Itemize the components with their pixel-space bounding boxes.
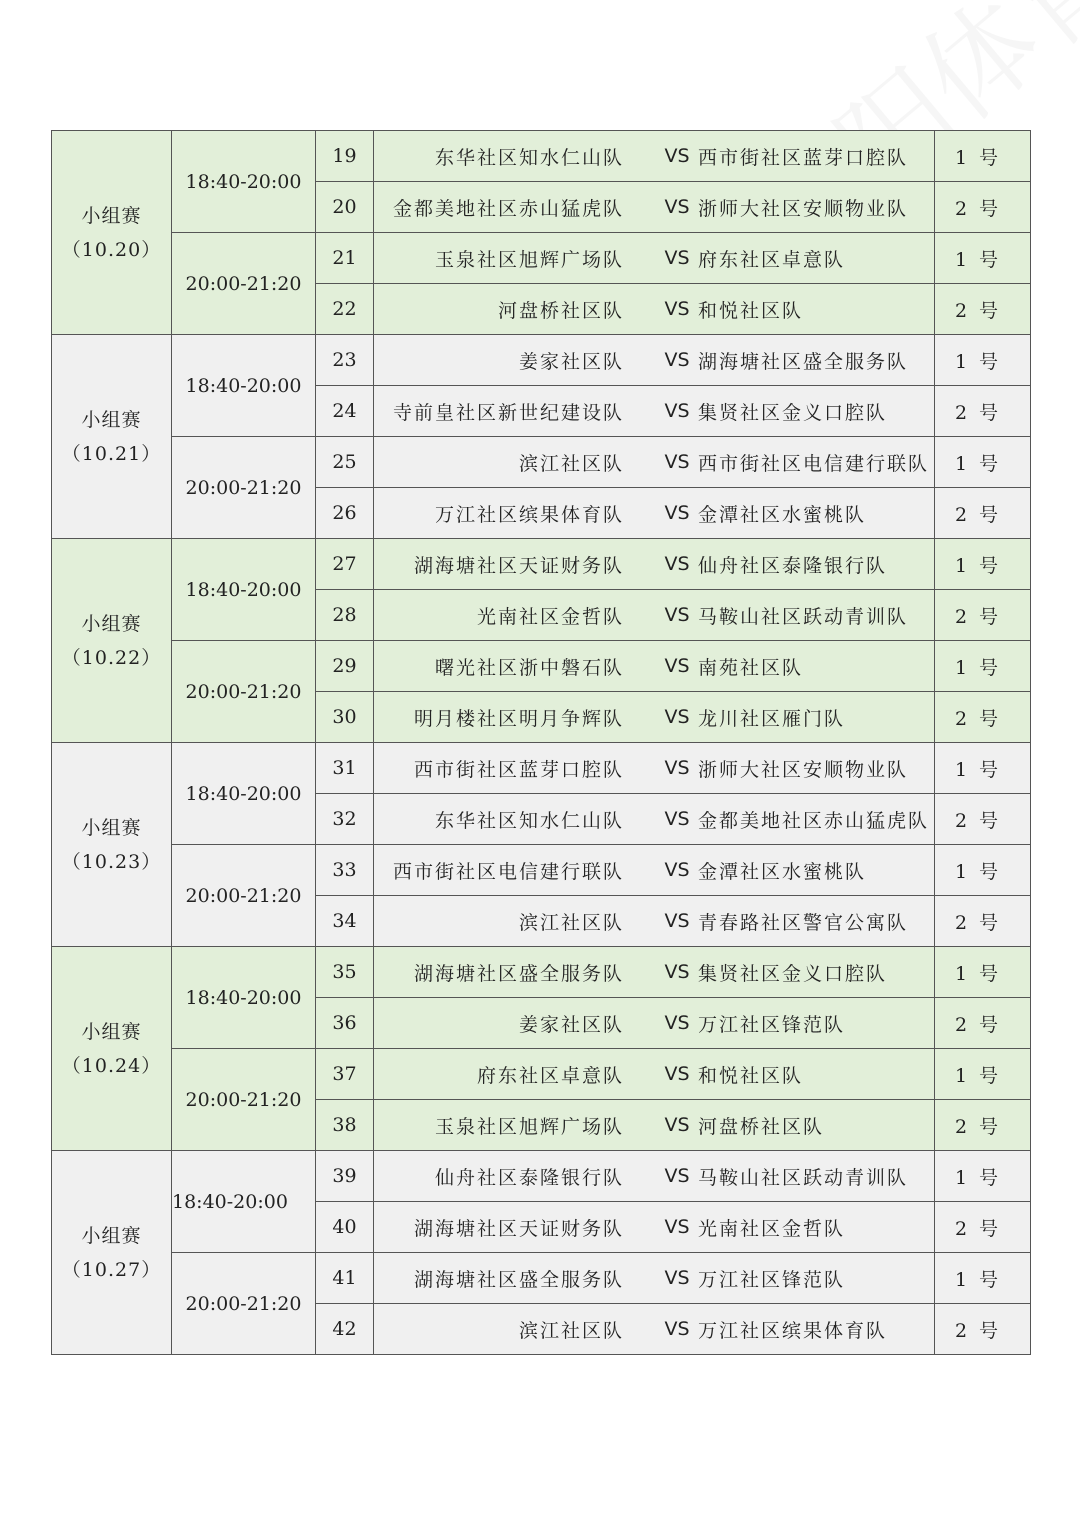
away-team: 河盘桥社区队 — [698, 1115, 825, 1138]
match-number: 38 — [316, 1100, 374, 1151]
away-team: 龙川社区雁门队 — [698, 707, 846, 730]
time-slot: 20:00-21:20 — [172, 233, 316, 335]
vs-label: VS — [664, 859, 690, 881]
match-number: 39 — [316, 1151, 374, 1202]
court-number: 2号 — [935, 998, 1031, 1049]
match-cell — [374, 1202, 935, 1253]
home-team: 滨江社区队 — [518, 911, 624, 934]
court-number: 1号 — [935, 437, 1031, 488]
time-slot: 20:00-21:20 — [172, 845, 316, 947]
time-slot: 18:40-20:00 — [172, 947, 316, 1049]
vs-label: VS — [664, 910, 690, 932]
match-cell — [374, 1049, 935, 1100]
stage-date: （10.21） — [61, 442, 162, 465]
match-number: 24 — [316, 386, 374, 437]
match-number: 19 — [316, 131, 374, 182]
vs-label: VS — [664, 1216, 690, 1238]
court-number: 1号 — [935, 335, 1031, 386]
table-row — [52, 845, 1031, 896]
home-team: 寺前皇社区新世纪建设队 — [392, 401, 624, 424]
away-team: 青春路社区警官公寓队 — [698, 911, 909, 934]
away-team: 万江社区缤果体育队 — [698, 1319, 888, 1342]
vs-label: VS — [664, 706, 690, 728]
away-team: 浙师大社区安顺物业队 — [698, 197, 909, 220]
stage-date: （10.22） — [61, 646, 162, 669]
match-number: 31 — [316, 743, 374, 794]
court-number: 1号 — [935, 131, 1031, 182]
court-number: 1号 — [935, 641, 1031, 692]
time-slot: 18:40-20:00 — [172, 1151, 316, 1253]
match-number: 33 — [316, 845, 374, 896]
vs-label: VS — [664, 553, 690, 575]
vs-label: VS — [664, 961, 690, 983]
home-team: 光南社区金哲队 — [476, 605, 624, 628]
time-slot: 20:00-21:20 — [172, 641, 316, 743]
away-team: 集贤社区金义口腔队 — [698, 401, 888, 424]
home-team: 玉泉社区旭辉广场队 — [434, 1115, 624, 1138]
match-number: 34 — [316, 896, 374, 947]
away-team: 浙师大社区安顺物业队 — [698, 758, 909, 781]
match-number: 32 — [316, 794, 374, 845]
match-cell — [374, 182, 935, 233]
match-cell — [374, 590, 935, 641]
vs-label: VS — [664, 1165, 690, 1187]
match-cell — [374, 1304, 935, 1355]
court-number: 2号 — [935, 590, 1031, 641]
match-cell — [374, 437, 935, 488]
court-number: 1号 — [935, 1049, 1031, 1100]
stage-date: （10.24） — [61, 1054, 162, 1077]
stage-date: （10.27） — [61, 1258, 162, 1281]
home-team: 府东社区卓意队 — [476, 1064, 624, 1087]
vs-label: VS — [664, 1012, 690, 1034]
home-team: 东华社区知水仁山队 — [434, 809, 624, 832]
match-cell — [374, 896, 935, 947]
stage-date: （10.23） — [61, 850, 162, 873]
home-team: 玉泉社区旭辉广场队 — [434, 248, 624, 271]
vs-label: VS — [664, 1063, 690, 1085]
away-team: 南苑社区队 — [698, 656, 804, 679]
table-row — [52, 437, 1031, 488]
stage-cell — [52, 1151, 172, 1355]
court-number: 1号 — [935, 743, 1031, 794]
home-team: 仙舟社区泰隆银行队 — [434, 1166, 624, 1189]
away-team: 金都美地社区赤山猛虎队 — [698, 809, 930, 832]
match-schedule-table — [51, 130, 1031, 1355]
table-row — [52, 947, 1031, 998]
table-row — [52, 539, 1031, 590]
vs-label: VS — [664, 196, 690, 218]
table-row — [52, 1151, 1031, 1202]
away-team: 和悦社区队 — [698, 1064, 804, 1087]
stage-cell — [52, 743, 172, 947]
match-cell — [374, 131, 935, 182]
court-number: 2号 — [935, 1304, 1031, 1355]
home-team: 姜家社区队 — [518, 350, 624, 373]
time-slot: 18:40-20:00 — [172, 131, 316, 233]
match-cell — [374, 1151, 935, 1202]
court-number: 2号 — [935, 386, 1031, 437]
match-cell — [374, 947, 935, 998]
time-slot: 18:40-20:00 — [172, 539, 316, 641]
match-number: 27 — [316, 539, 374, 590]
match-cell — [374, 998, 935, 1049]
vs-label: VS — [664, 145, 690, 167]
match-number: 41 — [316, 1253, 374, 1304]
away-team: 集贤社区金义口腔队 — [698, 962, 888, 985]
match-cell — [374, 386, 935, 437]
away-team: 和悦社区队 — [698, 299, 804, 322]
vs-label: VS — [664, 298, 690, 320]
table-row — [52, 1253, 1031, 1304]
match-cell — [374, 284, 935, 335]
table-row — [52, 335, 1031, 386]
table-row — [52, 233, 1031, 284]
time-slot: 20:00-21:20 — [172, 1049, 316, 1151]
vs-label: VS — [664, 451, 690, 473]
match-cell — [374, 692, 935, 743]
match-number: 30 — [316, 692, 374, 743]
away-team: 光南社区金哲队 — [698, 1217, 846, 1240]
court-number: 1号 — [935, 1151, 1031, 1202]
home-team: 河盘桥社区队 — [497, 299, 624, 322]
vs-label: VS — [664, 604, 690, 626]
match-number: 23 — [316, 335, 374, 386]
away-team: 万江社区锋范队 — [698, 1268, 846, 1291]
table-row — [52, 131, 1031, 182]
match-number: 42 — [316, 1304, 374, 1355]
home-team: 姜家社区队 — [518, 1013, 624, 1036]
table-row — [52, 641, 1031, 692]
home-team: 湖海塘社区天证财务队 — [413, 554, 624, 577]
match-cell — [374, 845, 935, 896]
match-cell — [374, 1253, 935, 1304]
match-cell — [374, 335, 935, 386]
court-number: 2号 — [935, 794, 1031, 845]
table-row — [52, 743, 1031, 794]
stage-cell — [52, 131, 172, 335]
match-number: 22 — [316, 284, 374, 335]
stage-date: （10.20） — [61, 238, 162, 261]
home-team: 西市街社区蓝芽口腔队 — [413, 758, 624, 781]
court-number: 2号 — [935, 284, 1031, 335]
vs-label: VS — [664, 400, 690, 422]
match-number: 21 — [316, 233, 374, 284]
home-team: 万江社区缤果体育队 — [434, 503, 624, 526]
court-number: 2号 — [935, 1100, 1031, 1151]
stage-cell — [52, 335, 172, 539]
court-number: 1号 — [935, 233, 1031, 284]
match-number: 40 — [316, 1202, 374, 1253]
away-team: 仙舟社区泰隆银行队 — [698, 554, 888, 577]
home-team: 湖海塘社区盛全服务队 — [413, 1268, 624, 1291]
away-team: 金潭社区水蜜桃队 — [698, 503, 867, 526]
match-number: 36 — [316, 998, 374, 1049]
home-team: 东华社区知水仁山队 — [434, 146, 624, 169]
table-row — [52, 1049, 1031, 1100]
match-cell — [374, 233, 935, 284]
home-team: 西市街社区电信建行联队 — [392, 860, 624, 883]
court-number: 1号 — [935, 1253, 1031, 1304]
stage-label: 小组赛 — [81, 1020, 142, 1043]
match-cell — [374, 1100, 935, 1151]
stage-label: 小组赛 — [81, 204, 142, 227]
away-team: 马鞍山社区跃动青训队 — [698, 1166, 909, 1189]
time-slot: 18:40-20:00 — [172, 743, 316, 845]
stage-label: 小组赛 — [81, 612, 142, 635]
vs-label: VS — [664, 808, 690, 830]
vs-label: VS — [664, 502, 690, 524]
away-team: 西市街社区蓝芽口腔队 — [698, 146, 909, 169]
court-number: 2号 — [935, 488, 1031, 539]
match-cell — [374, 794, 935, 845]
match-number: 20 — [316, 182, 374, 233]
court-number: 1号 — [935, 539, 1031, 590]
home-team: 金都美地社区赤山猛虎队 — [392, 197, 624, 220]
away-team: 府东社区卓意队 — [698, 248, 846, 271]
home-team: 曙光社区浙中磐石队 — [434, 656, 624, 679]
match-cell — [374, 743, 935, 794]
vs-label: VS — [664, 655, 690, 677]
court-number: 2号 — [935, 1202, 1031, 1253]
match-number: 28 — [316, 590, 374, 641]
stage-cell — [52, 539, 172, 743]
match-number: 26 — [316, 488, 374, 539]
vs-label: VS — [664, 1114, 690, 1136]
vs-label: VS — [664, 349, 690, 371]
home-team: 明月楼社区明月争辉队 — [413, 707, 624, 730]
home-team: 滨江社区队 — [518, 452, 624, 475]
home-team: 湖海塘社区盛全服务队 — [413, 962, 624, 985]
stage-label: 小组赛 — [81, 1224, 142, 1247]
away-team: 金潭社区水蜜桃队 — [698, 860, 867, 883]
match-cell — [374, 641, 935, 692]
match-number: 29 — [316, 641, 374, 692]
away-team: 西市街社区电信建行联队 — [698, 452, 930, 475]
match-cell — [374, 539, 935, 590]
match-cell — [374, 488, 935, 539]
away-team: 湖海塘社区盛全服务队 — [698, 350, 909, 373]
court-number: 2号 — [935, 692, 1031, 743]
match-number: 25 — [316, 437, 374, 488]
home-team: 湖海塘社区天证财务队 — [413, 1217, 624, 1240]
stage-cell — [52, 947, 172, 1151]
time-slot: 18:40-20:00 — [172, 335, 316, 437]
vs-label: VS — [664, 757, 690, 779]
vs-label: VS — [664, 247, 690, 269]
court-number: 2号 — [935, 182, 1031, 233]
court-number: 2号 — [935, 896, 1031, 947]
time-slot: 20:00-21:20 — [172, 437, 316, 539]
stage-label: 小组赛 — [81, 816, 142, 839]
away-team: 马鞍山社区跃动青训队 — [698, 605, 909, 628]
home-team: 滨江社区队 — [518, 1319, 624, 1342]
vs-label: VS — [664, 1267, 690, 1289]
stage-label: 小组赛 — [81, 408, 142, 431]
time-slot: 20:00-21:20 — [172, 1253, 316, 1355]
match-number: 35 — [316, 947, 374, 998]
court-number: 1号 — [935, 947, 1031, 998]
match-number: 37 — [316, 1049, 374, 1100]
away-team: 万江社区锋范队 — [698, 1013, 846, 1036]
court-number: 1号 — [935, 845, 1031, 896]
vs-label: VS — [664, 1318, 690, 1340]
